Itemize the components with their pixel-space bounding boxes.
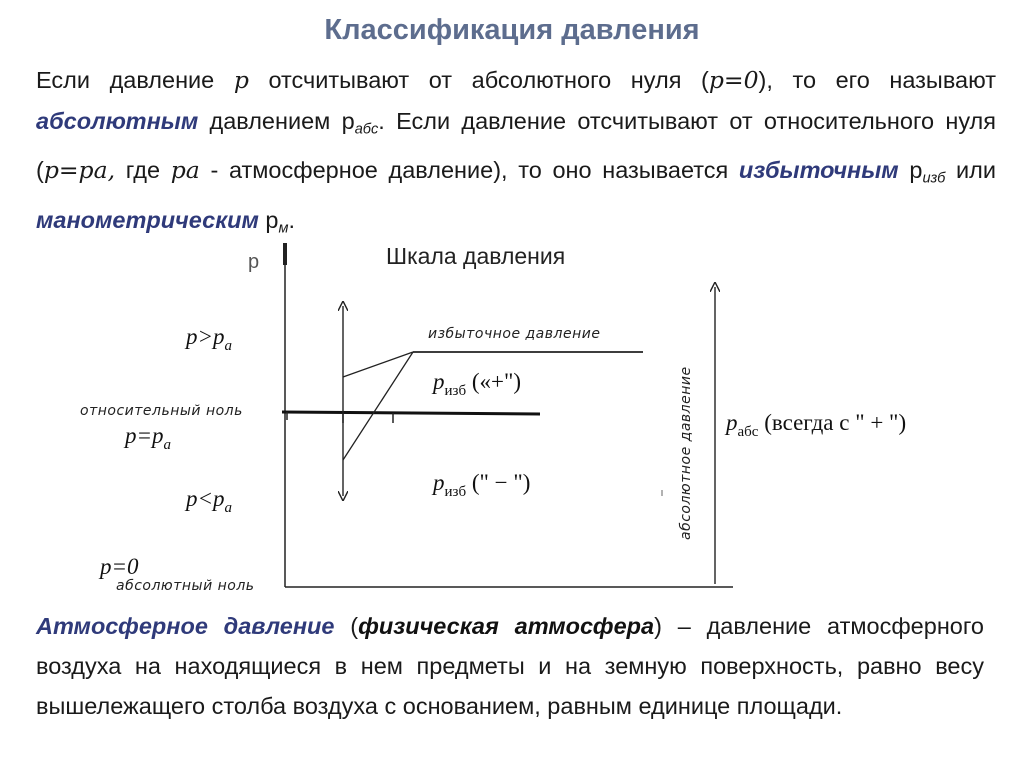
label-p-eq-pa-sub: a xyxy=(163,437,172,453)
intro-text: давлением p xyxy=(198,108,355,134)
physical-atmosphere-term: физическая атмосфера xyxy=(358,613,655,639)
p-symbol: p xyxy=(233,66,249,94)
slide-title: Классификация давления xyxy=(324,14,700,46)
label-p-lt-pa-main: p<p xyxy=(186,486,225,511)
axis-label-p: p xyxy=(248,251,260,273)
label-p-zero: p=0 xyxy=(100,554,139,579)
label-p-lt-pa xyxy=(184,486,232,516)
label-relative-zero: относительный ноль xyxy=(80,403,243,419)
label-p-izb-minus-main: p xyxy=(433,470,445,495)
absolute-term: абсолютным xyxy=(36,108,199,134)
label-p-izb-plus xyxy=(431,369,521,399)
label-p-abs xyxy=(724,410,906,440)
label-p-abs-sub: абс xyxy=(737,424,759,440)
label-p-izb-minus xyxy=(431,470,530,500)
excess-term: избыточным xyxy=(738,157,899,184)
intro-text: - атмосферное давление), то оно называется xyxy=(199,157,739,184)
intro-text: p xyxy=(258,206,279,233)
definition-text: ( xyxy=(334,613,359,639)
izb-subscript: изб xyxy=(922,170,946,187)
label-excess-pressure: избыточное давление xyxy=(428,326,601,342)
atmospheric-pressure-term: Атмосферное давление xyxy=(36,613,335,639)
label-p-gt-pa-main: p>p xyxy=(186,324,225,349)
intro-text: . xyxy=(288,206,295,233)
label-p-izb-plus-main: p xyxy=(433,369,445,394)
scale-title: Шкала давления xyxy=(386,243,566,269)
label-p-gt-pa xyxy=(184,324,232,354)
relative-zero-line xyxy=(282,412,540,414)
abs-subscript: абс xyxy=(354,121,379,138)
intro-text: или xyxy=(945,157,996,184)
label-p-abs-main: p xyxy=(726,410,738,435)
label-p-gt-pa-sub: a xyxy=(224,338,233,354)
gauge-term: манометрическим xyxy=(36,206,259,233)
label-p-izb-plus-note: («+") xyxy=(466,369,522,394)
label-p-eq-pa-main: p=p xyxy=(125,423,164,448)
pa-symbol: pa xyxy=(170,156,200,185)
intro-text: p xyxy=(898,157,923,184)
pressure-axis-tip xyxy=(283,243,287,265)
label-absolute-pressure: абсолютное давление xyxy=(678,366,694,540)
label-absolute-zero: абсолютный ноль xyxy=(116,578,255,594)
p-zero-formula: p=0 xyxy=(708,66,759,94)
label-p-eq-pa xyxy=(123,423,171,453)
intro-text: где xyxy=(115,157,171,184)
intro-text: . Если давление отсчитывают от относительного нуля ( xyxy=(36,108,996,184)
definition-text: ) – давление атмосферного воздуха на находящиеся в нем предметы и на земную поверхность, равно весу вышележащего столба воздуха с основанием, равным единице площади. xyxy=(36,613,984,719)
leader-line xyxy=(343,352,413,377)
label-p-izb-minus-sub: изб xyxy=(444,484,467,500)
definition-paragraph xyxy=(36,606,984,726)
intro-text: ), то его называют xyxy=(758,67,996,93)
m-subscript: м xyxy=(278,220,289,237)
p-eq-pa-formula: p=pa, xyxy=(43,156,116,185)
label-p-izb-minus-note: (" − ") xyxy=(466,470,531,495)
leader-line xyxy=(343,352,413,460)
label-p-abs-note: (всегда с " + ") xyxy=(758,410,907,435)
intro-text: Если давление xyxy=(36,67,234,93)
label-p-izb-plus-sub: изб xyxy=(444,383,467,399)
label-p-lt-pa-sub: a xyxy=(224,500,233,516)
intro-text: отсчитывают от абсолютного нуля ( xyxy=(248,67,709,93)
